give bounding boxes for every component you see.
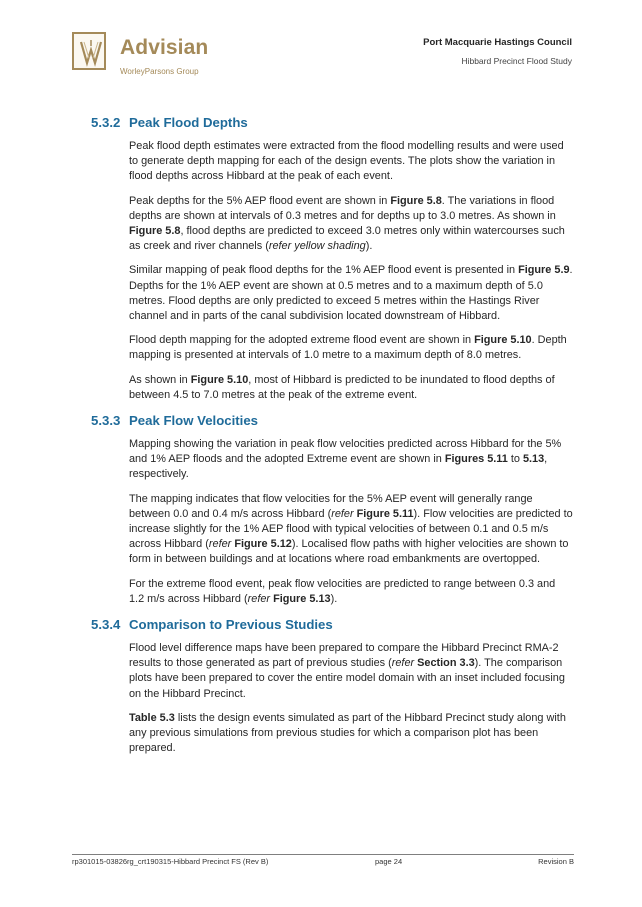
body-paragraph (129, 139, 573, 185)
text-run: For the extreme flood event, peak flow velocities are predicted to range between 0.3 and 1.2 m/s across Hibbard ( (129, 577, 556, 605)
cross-reference: Figure 5.10 (190, 373, 249, 386)
emphasis-text: refer (331, 507, 357, 520)
emphasis-text: refer yellow shading (268, 240, 366, 253)
page-header (423, 37, 572, 66)
body-paragraph (129, 492, 573, 568)
logo-name: Advisian (120, 36, 209, 59)
cross-reference: Figure 5.12 (234, 538, 292, 551)
emphasis-text: refer (391, 657, 418, 670)
body-paragraph (129, 373, 573, 403)
text-run: ). (365, 240, 373, 253)
document-body (91, 115, 573, 767)
cross-reference: 5.13 (522, 453, 545, 466)
text-run: Mapping showing the variation in peak flow velocities predicted across Hibbard for the 5% and 1% AEP floods and the adopted Extreme event are shown in (129, 438, 562, 466)
section-heading (91, 115, 573, 130)
cross-reference: Figures 5.11 (444, 453, 508, 466)
body-paragraph (129, 437, 573, 483)
document-reference: rp301015-03826rg_crt190315-Hibbard Precinct FS (Rev B) (72, 857, 269, 866)
project-name: Hibbard Precinct Flood Study (461, 56, 572, 66)
section-title: Comparison to Previous Studies (129, 617, 333, 633)
cross-reference: Figure 5.9 (518, 264, 570, 277)
emphasis-text: refer (208, 538, 235, 551)
page-number: page 24 (375, 857, 403, 866)
text-run: to (507, 453, 523, 466)
text-run: ). (330, 592, 338, 605)
cross-reference: Figure 5.8 (129, 225, 181, 238)
client-name: Port Macquarie Hastings Council (423, 37, 572, 48)
body-paragraph (129, 711, 573, 757)
cross-reference: Figure 5.11 (356, 507, 414, 520)
text-run: Flood depth mapping for the adopted extreme flood event are shown in (129, 334, 475, 347)
text-run: The mapping indicates that flow velocities for the 5% AEP event will generally range between 0.0 and 0.4 m/s across Hibbard ( (129, 492, 533, 520)
cross-reference: Table 5.3 (129, 711, 175, 724)
section-number: 5.3.3 (91, 413, 121, 429)
cross-reference: Figure 5.8 (390, 194, 442, 207)
body-paragraph (129, 194, 573, 255)
text-run: . Depths for the 1% AEP event are shown at 0.5 metres and to a maximum depth of 5.0 metres. Flood depths are only predicted to exceed 5 metres within the Hastings River channel and in parts of the canal subdivision located downstream of Hibbard. (129, 264, 573, 323)
text-run: . The variations in flood depths are shown at intervals of 0.3 metres and for depths up to 3.0 metres. As shown in (129, 194, 556, 222)
text-run: Flood level difference maps have been prepared to compare the Hibbard Precinct RMA-2 results to those generated as part of previous studies ( (129, 642, 559, 670)
text-run: , most of Hibbard is predicted to be inundated to flood depths of between 4.5 to 7.0 metres at the peak of the extreme event. (129, 373, 555, 401)
cross-reference: Figure 5.10 (474, 334, 532, 347)
text-run: ). Localised flow paths with higher velocities are shown to form in between buildings and at locations where road embankments are overtopped. (129, 538, 569, 566)
body-paragraph (129, 263, 573, 324)
section-5-3-4 (91, 617, 573, 756)
revision-label: Revision B (538, 857, 574, 866)
section-title: Peak Flow Velocities (129, 413, 259, 429)
body-paragraph (129, 641, 573, 702)
cross-reference: Section 3.3 (417, 657, 475, 670)
text-run: Peak flood depth estimates were extracted from the flood modelling results and were used to generate depth mapping for each of the design events. The plots show the variation in flood depths across Hibbard at the peak of each event. (129, 140, 564, 183)
section-heading (91, 617, 573, 632)
body-paragraph (129, 333, 573, 363)
text-run: lists the design events simulated as part of the Hibbard Precinct study along with any previous simulations from previous studies for which a comparison plot has been prepared. (129, 711, 566, 755)
text-run: Peak depths for the 5% AEP flood event are shown in (129, 194, 391, 207)
section-heading (91, 413, 573, 428)
text-run: ). Flow velocities are predicted to increase slightly for the 1% AEP flood with typical velocities of between 0.1 and 0.5 m/s across Hibbard ( (129, 507, 573, 551)
emphasis-text: refer (247, 592, 274, 605)
footer-divider (72, 854, 574, 855)
section-5-3-2 (91, 115, 573, 403)
section-number: 5.3.2 (91, 115, 121, 130)
section-5-3-3 (91, 413, 573, 607)
body-paragraph (129, 577, 573, 607)
text-run: . Depth mapping is presented at intervals of 1.0 metre to a maximum depth of 8.0 metres. (129, 334, 567, 362)
section-title: Peak Flood Depths (129, 115, 248, 130)
advisian-logo-icon (72, 32, 106, 70)
section-number: 5.3.4 (91, 617, 121, 633)
text-run: ). The comparison plots have been prepared to cover the entire model domain with an inset included focusing on the Hibbard Precinct. (129, 657, 565, 700)
text-run: , flood depths are predicted to exceed 3.0 metres only within watercourses such as creek and river channels ( (129, 225, 565, 253)
text-run: Similar mapping of peak flood depths for the 1% AEP flood event is presented in (129, 264, 519, 277)
text-run: As shown in (129, 373, 191, 386)
cross-reference: Figure 5.13 (273, 592, 331, 605)
text-run: , respectively. (129, 453, 548, 481)
logo-subtitle: WorleyParsons Group (120, 67, 199, 76)
